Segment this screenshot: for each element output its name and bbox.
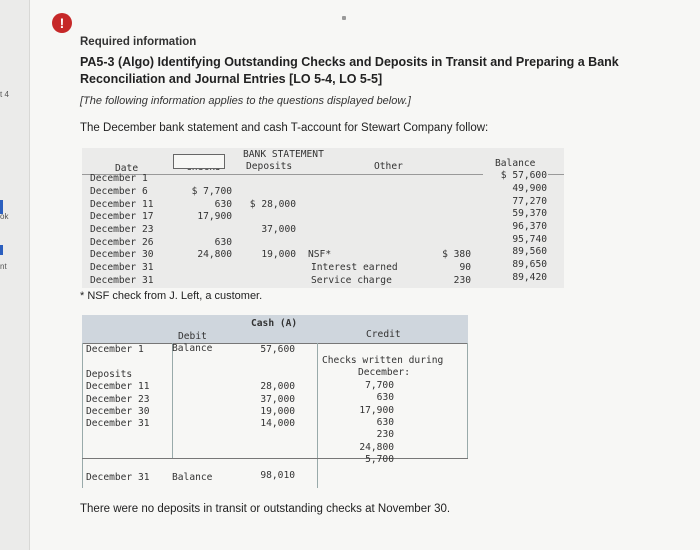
row-date: December 23: [90, 224, 154, 235]
row-balance: 96,370: [512, 221, 547, 232]
col-header-date: Date: [115, 163, 139, 174]
row-date: December 30: [90, 249, 154, 260]
balance-header: Balance: [172, 343, 213, 354]
row-check: 630: [214, 199, 232, 210]
intro-text: The December bank statement and cash T-account for Stewart Company follow:: [80, 122, 489, 134]
deposit-date: December 23: [86, 394, 150, 405]
row-other-amount: $ 380: [442, 249, 471, 260]
left-nav-gutter: [0, 0, 30, 550]
check-written: 230: [376, 429, 394, 440]
check-written: 630: [376, 392, 394, 403]
credit-header: Credit: [366, 329, 401, 340]
divider: [467, 343, 468, 458]
deposit-amount: 14,000: [260, 418, 295, 429]
col-header-deposits: Deposits: [246, 161, 293, 172]
row-date: December 17: [90, 211, 154, 222]
deposit-amount: 28,000: [260, 381, 295, 392]
row-balance: $ 57,600: [500, 170, 547, 181]
cash-bottom-rule: [82, 458, 468, 459]
checks-written-subtitle: December:: [358, 367, 410, 378]
row-date: December 11: [90, 199, 154, 210]
row-balance: 77,270: [512, 196, 547, 207]
col-header-other: Other: [374, 161, 403, 172]
row-balance: 89,420: [512, 272, 547, 283]
problem-title-line2: Reconciliation and Journal Entries [LO 5-4, LO 5-5]: [80, 72, 383, 86]
debit-header: Debit: [178, 331, 207, 342]
row-balance: 59,370: [512, 208, 547, 219]
row-balance: 49,900: [512, 183, 547, 194]
decorative-mark: [342, 16, 346, 20]
check-written: 17,900: [359, 405, 394, 416]
row-check: 24,800: [197, 249, 232, 260]
applies-note: [The following information applies to the questions displayed below.]: [80, 95, 411, 107]
gutter-indicator-2[interactable]: [0, 245, 3, 255]
deposit-amount: 19,000: [260, 406, 295, 417]
row-other-amount: 230: [453, 275, 471, 286]
row-other-label: Service charge: [311, 275, 392, 286]
deposit-date: December 31: [86, 418, 150, 429]
row-date: December 31: [90, 275, 154, 286]
row-deposit: 19,000: [261, 249, 296, 260]
row-date: December 31: [90, 262, 154, 273]
closing-date: December 31: [86, 472, 150, 483]
problem-title-line1: PA5-3 (Algo) Identifying Outstanding Checks and Deposits in Transit and Preparing a Bank: [80, 55, 619, 69]
row-balance: 95,740: [512, 234, 547, 245]
checks-written-title: Checks written during: [322, 355, 444, 366]
row-date: December 1: [90, 173, 148, 184]
closing-balance-box: [173, 154, 225, 169]
col-header-balance: Balance: [495, 158, 536, 169]
row-other-label: Interest earned: [311, 262, 398, 273]
divider: [82, 343, 83, 488]
nsf-footnote: * NSF check from J. Left, a customer.: [80, 290, 263, 302]
row-other-label: NSF*: [308, 249, 332, 260]
alert-icon: !: [52, 13, 72, 33]
row-date: December 26: [90, 237, 154, 248]
row-check: 630: [214, 237, 232, 248]
check-written: 24,800: [359, 442, 394, 453]
deposits-title: Deposits: [86, 369, 133, 380]
problem-title: [80, 54, 619, 88]
row-deposit: $ 28,000: [249, 199, 296, 210]
check-written: 630: [376, 417, 394, 428]
row-deposit: 37,000: [261, 224, 296, 235]
check-written: 7,700: [365, 380, 394, 391]
gutter-fragment-low: nt: [0, 262, 7, 271]
divider: [317, 343, 318, 488]
divider: [172, 343, 173, 458]
deposit-date: December 11: [86, 381, 150, 392]
row-check: 17,900: [197, 211, 232, 222]
bottom-note: There were no deposits in transit or outstanding checks at November 30.: [80, 503, 451, 515]
required-information-label: Required information: [80, 36, 197, 48]
opening-date: December 1: [86, 344, 144, 355]
row-balance: 89,560: [512, 246, 547, 257]
row-other-amount: 90: [459, 262, 471, 273]
deposit-amount: 37,000: [260, 394, 295, 405]
gutter-fragment-top: t 4: [0, 90, 9, 99]
row-date: December 6: [90, 186, 148, 197]
row-balance: 89,650: [512, 259, 547, 270]
closing-amount: 98,010: [260, 470, 295, 481]
gutter-fragment-mid: ok: [0, 212, 9, 221]
bank-statement-title: BANK STATEMENT: [243, 149, 324, 160]
opening-amount: 57,600: [260, 344, 295, 355]
check-written: 5,700: [365, 454, 394, 465]
deposit-date: December 30: [86, 406, 150, 417]
closing-label: Balance: [172, 472, 213, 483]
row-check: $ 7,700: [191, 186, 232, 197]
cash-account-title: Cash (A): [251, 318, 298, 329]
